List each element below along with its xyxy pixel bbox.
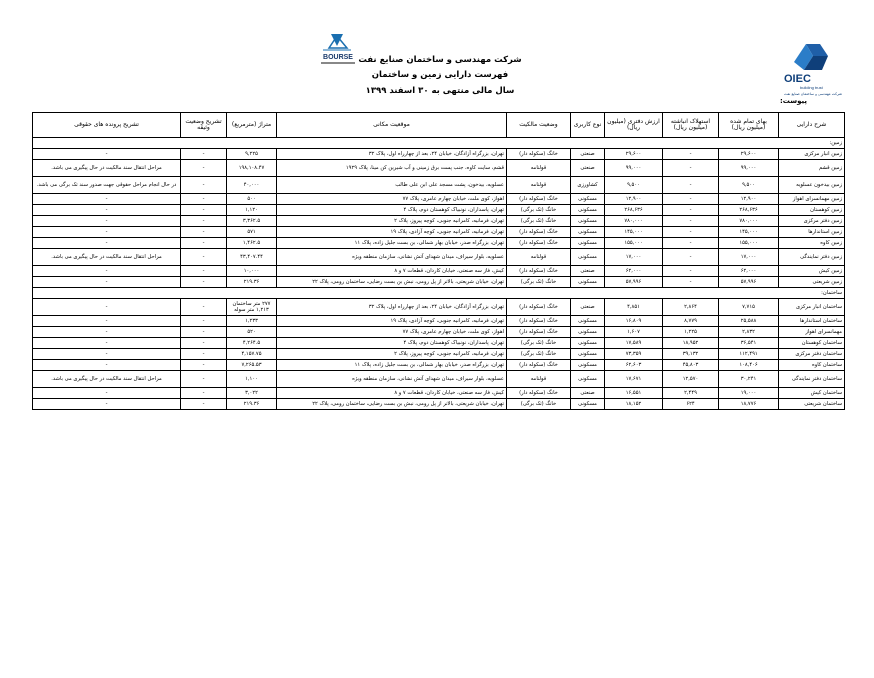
section-label: ساختمان: (33, 288, 845, 299)
cell-book: ۴,۸۵۱ (605, 299, 663, 316)
cell-book: ۱۷,۰۰۰ (605, 249, 663, 266)
header-row (33, 113, 845, 138)
col-header: متراژ (مترمربع) (227, 113, 277, 138)
cell-dep: - (663, 277, 719, 288)
cell-dep: ۳۹,۱۳۲ (663, 349, 719, 360)
col-header: وضعیت مالکیت (507, 113, 571, 138)
cell-area: ۲۱۹.۳۶ (227, 277, 277, 288)
oiec-logo-tagline: building trust (800, 85, 823, 90)
oiec-logo-subtitle: شرکت مهندسی و ساختمان صنایع نفت (784, 92, 842, 96)
cell-own: خانگ (سکوله دار) (507, 327, 571, 338)
cell-legal: - (33, 194, 181, 205)
cell-legal: - (33, 205, 181, 216)
cell-use: کشاورزی (571, 177, 605, 194)
cell-book: ۹,۵۰۰ (605, 177, 663, 194)
cell-name: زمین دفتر نمایندگی (779, 249, 845, 266)
cell-dep: ۶۲۴ (663, 399, 719, 410)
cell-cost: ۲۵,۵۸۸ (719, 316, 779, 327)
cell-legal: مراحل انتقال سند مالکیت در حال پیگیری می باشد. (33, 371, 181, 388)
cell-loc: تهران، بزرگراه آزادگان، خیابان ۲۴، بعد از چهارراه اول، پلاک ۳۲ (277, 149, 507, 160)
cell-own: خانگ (تک برگی) (507, 277, 571, 288)
cell-book: ۱۸,۱۵۲ (605, 399, 663, 410)
cell-area: ۳,۰۲۲ (227, 388, 277, 399)
cell-own: خانگ (سکوله دار) (507, 360, 571, 371)
cell-cost: ۱۹,۰۰۰ (719, 388, 779, 399)
cell-legal: - (33, 338, 181, 349)
cell-legal: - (33, 327, 181, 338)
cell-own: خانگ (تک برگی) (507, 205, 571, 216)
cell-loc: تهران، بزرگراه صدر، خیابان بهار شمالی، بن بست جلیل زاده، پلاک ۱۱ (277, 238, 507, 249)
cell-own: خانگ (سکوله دار) (507, 316, 571, 327)
report-title: فهرست دارایی زمین و ساختمان (371, 70, 509, 80)
cell-legal: - (33, 216, 181, 227)
cell-cost: ۲۹,۶۰۰ (719, 149, 779, 160)
cell-own: قولنامه (507, 160, 571, 177)
cell-cost: ۹,۵۰۰ (719, 177, 779, 194)
cell-dep: - (663, 266, 719, 277)
cell-use: مسکونی (571, 194, 605, 205)
cell-area: ۵۷۱ (227, 227, 277, 238)
cell-name: ساختمان شریعتی (779, 399, 845, 410)
cell-book: ۱۴۵,۰۰۰ (605, 227, 663, 238)
table-row (33, 399, 845, 410)
cell-use: مسکونی (571, 399, 605, 410)
cell-area: ۴,۱۵۷.۷۵ (227, 349, 277, 360)
cell-name: زمین کوهستان (779, 205, 845, 216)
section-row (33, 138, 845, 149)
cell-loc: قشم، سایت کاوه، جنب پست برق زمینی و آب شیرین کن مینا، پلاک ۱۹۲۹ (277, 160, 507, 177)
cell-name: ساختمان انبار مرکزی (779, 299, 845, 316)
cell-area: ۴۰,۰۰۰ (227, 177, 277, 194)
cell-legal: - (33, 388, 181, 399)
cell-loc: تهران، فرمانیه، کامرانیه جنوبی، کوچه پیروز، پلاک ۲ (277, 216, 507, 227)
cell-legal: - (33, 149, 181, 160)
cell-use: مسکونی (571, 316, 605, 327)
cell-coll: - (181, 160, 227, 177)
cell-name: زمین کیش (779, 266, 845, 277)
cell-area: ۱۹۸,۱۰۸.۴۷ (227, 160, 277, 177)
cell-use: مسکونی (571, 277, 605, 288)
section-label: زمین: (33, 138, 845, 149)
cell-loc: عسلویه، بلوار سیراف، میدان شهدای آتش نشانی، سازمان منطقه ویژه (277, 371, 507, 388)
cell-use: مسکونی (571, 249, 605, 266)
cell-loc: تهران، پاسداران، نونبیاک کوهستان دوم، پلاک ۴ (277, 338, 507, 349)
cell-dep: ۱,۲۲۵ (663, 327, 719, 338)
cell-cost: ۱۷,۰۰۰ (719, 249, 779, 266)
cell-coll: - (181, 338, 227, 349)
cell-dep: ۱۸,۹۵۲ (663, 338, 719, 349)
table-row (33, 249, 845, 266)
cell-book: ۲۶۸,۶۳۶ (605, 205, 663, 216)
cell-loc: تهران، خیابان شریعتی، بالاتر از پل رومی، نبش بن بست رضایی، ساختمان رومی، پلاک ۲۲ (277, 277, 507, 288)
cell-book: ۱۲,۹۰۰ (605, 194, 663, 205)
cell-name: زمین مهمانسرای اهواز (779, 194, 845, 205)
table-row (33, 160, 845, 177)
cell-dep: - (663, 227, 719, 238)
cell-area: ۴,۲۶۴.۵ (227, 338, 277, 349)
cell-book: ۱۶,۵۵۱ (605, 388, 663, 399)
table-row (33, 227, 845, 238)
table-row (33, 338, 845, 349)
cell-use: مسکونی (571, 327, 605, 338)
cell-book: ۱۷,۵۸۹ (605, 338, 663, 349)
cell-use: مسکونی (571, 338, 605, 349)
cell-dep: ۲,۴۴۹ (663, 388, 719, 399)
cell-legal: مراحل انتقال سند مالکیت در حال پیگیری می باشد. (33, 160, 181, 177)
cell-book: ۲۹,۶۰۰ (605, 149, 663, 160)
cell-use: مسکونی (571, 360, 605, 371)
cell-name: زمین دفتر مرکزی (779, 216, 845, 227)
table-row (33, 205, 845, 216)
cell-legal: در حال انجام مراحل حقوقی جهت صدور سند تک برگی می باشد. (33, 177, 181, 194)
cell-area: ۱,۱۲۰ (227, 205, 277, 216)
cell-cost: ۱۴۵,۰۰۰ (719, 227, 779, 238)
cell-legal: - (33, 316, 181, 327)
cell-use: صنعتی (571, 160, 605, 177)
cell-area: ۹,۲۲۵ (227, 149, 277, 160)
cell-dep: - (663, 216, 719, 227)
cell-name: ساختمان دفتر نمایندگی (779, 371, 845, 388)
cell-dep: ۱۲,۵۷۰ (663, 371, 719, 388)
cell-coll: - (181, 316, 227, 327)
col-header: نوع کاربری (571, 113, 605, 138)
col-header: تشریح وضعیت وثیقه (181, 113, 227, 138)
col-header: استهلاک انباشته (میلیون ریال) (663, 113, 719, 138)
cell-area: ۱,۴۶۲.۵ (227, 238, 277, 249)
cell-legal: - (33, 299, 181, 316)
cell-cost: ۱۰۸,۴۰۶ (719, 360, 779, 371)
cell-book: ۶۲,۰۰۰ (605, 266, 663, 277)
table-row (33, 371, 845, 388)
cell-book: ۹۹,۰۰۰ (605, 160, 663, 177)
cell-loc: تهران، فرمانیه، کامرانیه جنوبی، کوچه آزادی، پلاک ۱۹ (277, 227, 507, 238)
cell-book: ۱۷,۶۷۱ (605, 371, 663, 388)
table-row (33, 327, 845, 338)
cell-use: مسکونی (571, 371, 605, 388)
cell-name: زمین بیدخون عسلویه (779, 177, 845, 194)
cell-coll: - (181, 299, 227, 316)
cell-use: مسکونی (571, 238, 605, 249)
cell-cost: ۱۲,۹۰۰ (719, 194, 779, 205)
cell-legal: - (33, 238, 181, 249)
cell-area: ۲۱۹.۳۶ (227, 399, 277, 410)
cell-cost: ۱۱۲,۴۹۱ (719, 349, 779, 360)
cell-dep: - (663, 177, 719, 194)
col-header: بهای تمام شده (میلیون ریال) (719, 113, 779, 138)
cell-book: ۵۷,۹۹۶ (605, 277, 663, 288)
cell-own: قولنامه (507, 249, 571, 266)
cell-use: صنعتی (571, 266, 605, 277)
cell-cost: ۵۷,۹۹۶ (719, 277, 779, 288)
cell-own: خانگ (تک برگی) (507, 349, 571, 360)
cell-dep: - (663, 149, 719, 160)
cell-area: ۴۳,۴۰۷.۴۴ (227, 249, 277, 266)
cell-own: خانگ (سکوله دار) (507, 238, 571, 249)
cell-book: ۱,۶۰۷ (605, 327, 663, 338)
cell-area: ۵۲۰ (227, 327, 277, 338)
cell-legal: - (33, 399, 181, 410)
cell-own: خانگ (سکوله دار) (507, 299, 571, 316)
table-row (33, 388, 845, 399)
cell-name: ساختمان کیش (779, 388, 845, 399)
cell-legal: - (33, 360, 181, 371)
cell-cost: ۹۹,۰۰۰ (719, 160, 779, 177)
cell-coll: - (181, 277, 227, 288)
col-header: موقعیت مکانی (277, 113, 507, 138)
cell-use: مسکونی (571, 349, 605, 360)
cell-name: زمین استاندارها (779, 227, 845, 238)
attachment-label: پیوست: (780, 97, 807, 105)
cell-cost: ۷۸۰,۰۰۰ (719, 216, 779, 227)
cell-name: ساختمان کاوه (779, 360, 845, 371)
cell-dep: ۸,۷۷۹ (663, 316, 719, 327)
cell-area: ۱,۱۰۰ (227, 371, 277, 388)
cell-dep: ۴۵,۸۰۳ (663, 360, 719, 371)
cell-book: ۷۸۰,۰۰۰ (605, 216, 663, 227)
cell-area: ۵۰۰ (227, 194, 277, 205)
cell-coll: - (181, 216, 227, 227)
cell-own: خانگ (سکوله دار) (507, 194, 571, 205)
cell-legal: - (33, 349, 181, 360)
cell-own: خانگ (سکوله دار) (507, 227, 571, 238)
cell-legal: - (33, 227, 181, 238)
cell-coll: - (181, 249, 227, 266)
cell-dep: ۲,۸۶۴ (663, 299, 719, 316)
cell-legal: مراحل انتقال سند مالکیت در حال پیگیری می باشد. (33, 249, 181, 266)
cell-own: قولنامه (507, 177, 571, 194)
cell-cost: ۱۵۵,۰۰۰ (719, 238, 779, 249)
cell-name: مهمانسرای اهواز (779, 327, 845, 338)
cell-coll: - (181, 238, 227, 249)
company-name: شرکت مهندسی و ساختمان صنایع نفت (358, 55, 522, 65)
col-header: شرح دارایی (779, 113, 845, 138)
cell-legal: - (33, 266, 181, 277)
cell-own: خانگ (تک برگی) (507, 399, 571, 410)
cell-own: خانگ (سکوله دار) (507, 266, 571, 277)
cell-use: صنعتی (571, 299, 605, 316)
section-row (33, 288, 845, 299)
cell-dep: - (663, 160, 719, 177)
cell-loc: تهران، فرمانیه، کامرانیه جنوبی، کوچه پیروز، پلاک ۲ (277, 349, 507, 360)
table-row (33, 216, 845, 227)
cell-coll: - (181, 149, 227, 160)
table-row (33, 360, 845, 371)
cell-name: زمین شریعتی (779, 277, 845, 288)
cell-coll: - (181, 227, 227, 238)
cell-name: ساختمان دفتر مرکزی (779, 349, 845, 360)
cell-cost: ۱۸,۷۷۶ (719, 399, 779, 410)
cell-own: خانگ (سکوله دار) (507, 388, 571, 399)
cell-own: خانگ (تک برگی) (507, 338, 571, 349)
cell-cost: ۳۰,۲۴۱ (719, 371, 779, 388)
cell-loc: عسلویه، بیدخون، پشت مسجد علی ابن علی طالب (277, 177, 507, 194)
table-row (33, 194, 845, 205)
col-header: ارزش دفتری (میلیون ریال) (605, 113, 663, 138)
cell-coll: - (181, 349, 227, 360)
cell-coll: - (181, 360, 227, 371)
cell-dep: - (663, 194, 719, 205)
cell-loc: اهواز، کوی ملت، خیابان چهارم عامری، پلاک ۷۷ (277, 194, 507, 205)
bourse-logo-text: BOURSE (323, 54, 353, 61)
cell-loc: تهران، خیابان شریعتی، بالاتر از پل رومی، نبش بن بست رضایی، ساختمان رومی، پلاک ۲۲ (277, 399, 507, 410)
cell-dep: - (663, 238, 719, 249)
cell-coll: - (181, 327, 227, 338)
cell-cost: ۳۶,۵۴۱ (719, 338, 779, 349)
cell-coll: - (181, 266, 227, 277)
cell-area: ۷,۲۶۵.۵۳ (227, 360, 277, 371)
cell-use: صنعتی (571, 388, 605, 399)
cell-loc: تهران، بزرگراه صدر، خیابان بهار شمالی، بن بست جلیل زاده، پلاک ۱۱ (277, 360, 507, 371)
cell-use: مسکونی (571, 227, 605, 238)
cell-loc: کیش، فاز سه صنعتی، خیابان کاردان، قطعات ۷ و ۸ (277, 266, 507, 277)
cell-loc: اهواز، کوی ملت، خیابان چهارم عامری، پلاک ۷۷ (277, 327, 507, 338)
cell-book: ۱۶,۸۰۹ (605, 316, 663, 327)
cell-coll: - (181, 177, 227, 194)
table-row (33, 349, 845, 360)
table-row (33, 149, 845, 160)
cell-name: زمین کاوه (779, 238, 845, 249)
cell-coll: - (181, 399, 227, 410)
cell-area: ۱۰,۰۰۰ (227, 266, 277, 277)
cell-name: زمین انبار مرکزی (779, 149, 845, 160)
table-row (33, 277, 845, 288)
cell-coll: - (181, 194, 227, 205)
cell-book: ۶۲,۶۰۳ (605, 360, 663, 371)
cell-own: خانگ (سکوله دار) (507, 149, 571, 160)
cell-dep: - (663, 249, 719, 266)
cell-loc: تهران، بزرگراه آزادگان، خیابان ۲۴، بعد از چهارراه اول، پلاک ۳۲ (277, 299, 507, 316)
cell-legal: - (33, 277, 181, 288)
table-row (33, 316, 845, 327)
cell-name: ساختمان استاندارها (779, 316, 845, 327)
cell-dep: - (663, 205, 719, 216)
cell-loc: تهران، فرمانیه، کامرانیه جنوبی، کوچه آزادی، پلاک ۱۹ (277, 316, 507, 327)
cell-coll: - (181, 388, 227, 399)
cell-own: خانگ (تک برگی) (507, 216, 571, 227)
report-period: سال مالی منتهی به ۳۰ اسفند ۱۳۹۹ (365, 86, 515, 96)
cell-loc: تهران، پاسداران، نونبیاک کوهستان دوم، پلاک ۴ (277, 205, 507, 216)
cell-use: مسکونی (571, 216, 605, 227)
cell-area: ۳,۳۶۲.۵ (227, 216, 277, 227)
cell-cost: ۲,۸۳۲ (719, 327, 779, 338)
cell-name: زمین قشم (779, 160, 845, 177)
cell-use: مسکونی (571, 205, 605, 216)
cell-loc: عسلویه، بلوار سیراف، میدان شهدای آتش نشانی، سازمان منطقه ویژه (277, 249, 507, 266)
table-row (33, 238, 845, 249)
cell-coll: - (181, 371, 227, 388)
cell-loc: کیش، فاز سه صنعتی، خیابان کاردان، قطعات ۷ و ۸ (277, 388, 507, 399)
cell-cost: ۷,۷۱۵ (719, 299, 779, 316)
cell-area: ۱,۲۳۳ (227, 316, 277, 327)
cell-book: ۷۳,۳۵۹ (605, 349, 663, 360)
cell-book: ۱۵۵,۰۰۰ (605, 238, 663, 249)
cell-own: قولنامه (507, 371, 571, 388)
table-row (33, 177, 845, 194)
cell-cost: ۲۶۸,۶۳۶ (719, 205, 779, 216)
table-row (33, 299, 845, 316)
cell-name: ساختمان کوهستان (779, 338, 845, 349)
oiec-logo-icon (780, 40, 860, 98)
col-header: تشریح پرونده های حقوقی (33, 113, 181, 138)
cell-area: ۲۷۷ متر ساختمان ۱,۲۱۳ متر سوله (227, 299, 277, 316)
assets-table (32, 112, 845, 410)
cell-use: صنعتی (571, 149, 605, 160)
oiec-logo-text: OIEC (784, 73, 811, 85)
cell-cost: ۶۲,۰۰۰ (719, 266, 779, 277)
table-row (33, 266, 845, 277)
cell-coll: - (181, 205, 227, 216)
